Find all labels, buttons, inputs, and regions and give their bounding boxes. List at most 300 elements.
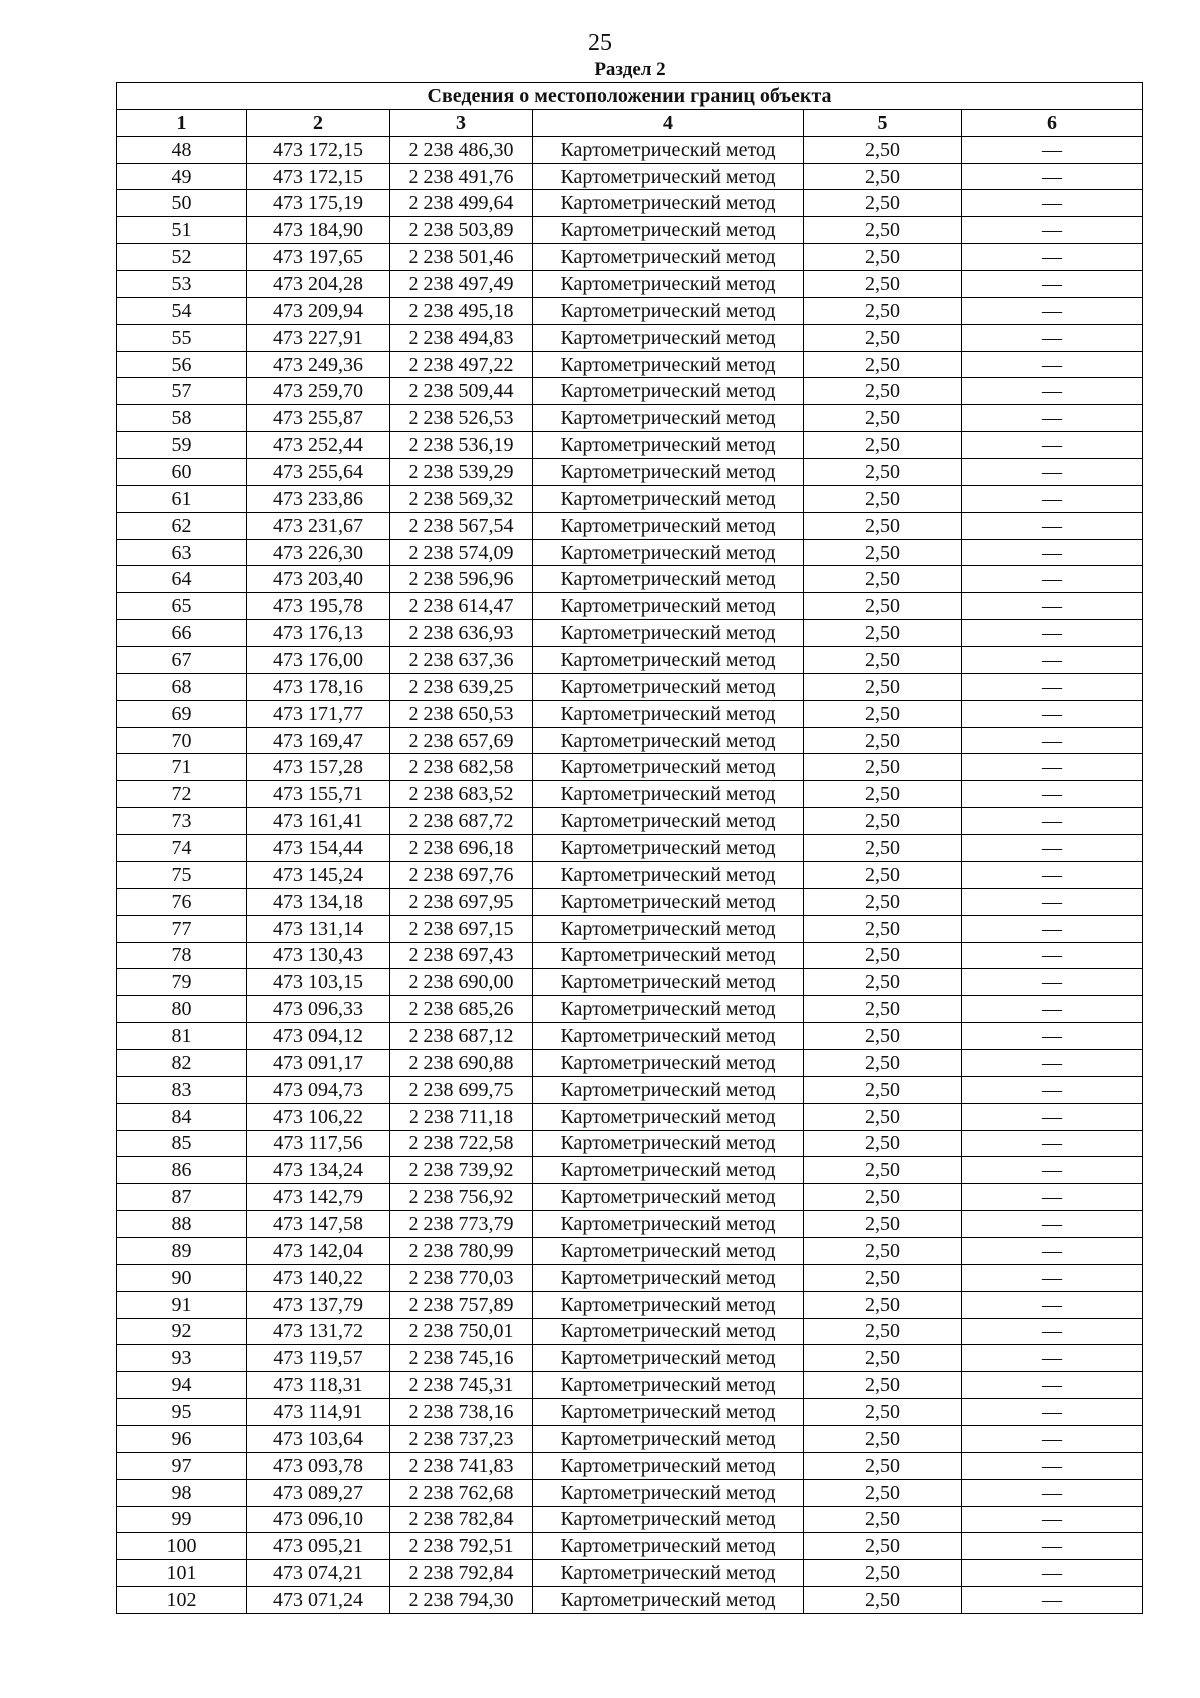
table-row <box>117 781 1143 808</box>
cell-coordinate-y: 2 238 569,32 <box>390 485 533 512</box>
cell-description: — <box>962 781 1143 808</box>
cell-coordinate-y: 2 238 792,84 <box>390 1560 533 1587</box>
cell-accuracy: 2,50 <box>804 673 962 700</box>
cell-method: Картометрический метод <box>533 566 804 593</box>
cell-description: — <box>962 808 1143 835</box>
cell-description: — <box>962 754 1143 781</box>
cell-point-number: 55 <box>117 324 247 351</box>
cell-point-number: 75 <box>117 861 247 888</box>
table-row <box>117 1103 1143 1130</box>
cell-coordinate-y: 2 238 792,51 <box>390 1533 533 1560</box>
cell-coordinate-y: 2 238 501,46 <box>390 244 533 271</box>
table-row <box>117 1533 1143 1560</box>
table-row <box>117 888 1143 915</box>
cell-description: — <box>962 1425 1143 1452</box>
cell-description: — <box>962 1211 1143 1238</box>
cell-method: Картометрический метод <box>533 351 804 378</box>
cell-coordinate-y: 2 238 699,75 <box>390 1076 533 1103</box>
cell-coordinate-x: 473 175,19 <box>247 190 390 217</box>
cell-coordinate-x: 473 171,77 <box>247 700 390 727</box>
cell-coordinate-x: 473 094,73 <box>247 1076 390 1103</box>
cell-coordinate-x: 473 176,13 <box>247 620 390 647</box>
cell-coordinate-y: 2 238 682,58 <box>390 754 533 781</box>
cell-accuracy: 2,50 <box>804 835 962 862</box>
table-row <box>117 1425 1143 1452</box>
table-row <box>117 324 1143 351</box>
cell-description: — <box>962 1345 1143 1372</box>
column-number-6: 6 <box>962 109 1143 136</box>
cell-coordinate-y: 2 238 697,95 <box>390 888 533 915</box>
cell-description: — <box>962 190 1143 217</box>
cell-coordinate-y: 2 238 497,22 <box>390 351 533 378</box>
table-row <box>117 136 1143 163</box>
cell-description: — <box>962 1157 1143 1184</box>
cell-description: — <box>962 593 1143 620</box>
cell-point-number: 97 <box>117 1452 247 1479</box>
cell-method: Картометрический метод <box>533 1425 804 1452</box>
cell-coordinate-y: 2 238 745,31 <box>390 1372 533 1399</box>
cell-description: — <box>962 1184 1143 1211</box>
cell-accuracy: 2,50 <box>804 1211 962 1238</box>
cell-coordinate-y: 2 238 503,89 <box>390 217 533 244</box>
cell-accuracy: 2,50 <box>804 942 962 969</box>
table-row <box>117 1130 1143 1157</box>
cell-method: Картометрический метод <box>533 485 804 512</box>
cell-method: Картометрический метод <box>533 1023 804 1050</box>
cell-method: Картометрический метод <box>533 1587 804 1614</box>
cell-coordinate-y: 2 238 491,76 <box>390 163 533 190</box>
cell-coordinate-x: 473 195,78 <box>247 593 390 620</box>
cell-accuracy: 2,50 <box>804 163 962 190</box>
cell-coordinate-x: 473 089,27 <box>247 1479 390 1506</box>
cell-description: — <box>962 673 1143 700</box>
cell-accuracy: 2,50 <box>804 217 962 244</box>
cell-accuracy: 2,50 <box>804 324 962 351</box>
cell-accuracy: 2,50 <box>804 244 962 271</box>
column-number-1: 1 <box>117 109 247 136</box>
cell-description: — <box>962 217 1143 244</box>
cell-coordinate-x: 473 209,94 <box>247 297 390 324</box>
cell-coordinate-x: 473 147,58 <box>247 1211 390 1238</box>
cell-point-number: 94 <box>117 1372 247 1399</box>
cell-description: — <box>962 996 1143 1023</box>
cell-coordinate-x: 473 145,24 <box>247 861 390 888</box>
cell-method: Картометрический метод <box>533 808 804 835</box>
cell-coordinate-y: 2 238 567,54 <box>390 512 533 539</box>
cell-description: — <box>962 1076 1143 1103</box>
cell-coordinate-x: 473 176,00 <box>247 647 390 674</box>
cell-accuracy: 2,50 <box>804 1237 962 1264</box>
cell-accuracy: 2,50 <box>804 861 962 888</box>
cell-point-number: 101 <box>117 1560 247 1587</box>
cell-description: — <box>962 244 1143 271</box>
table-row <box>117 1479 1143 1506</box>
cell-coordinate-y: 2 238 697,15 <box>390 915 533 942</box>
cell-coordinate-y: 2 238 722,58 <box>390 1130 533 1157</box>
cell-description: — <box>962 1237 1143 1264</box>
table-row <box>117 673 1143 700</box>
cell-accuracy: 2,50 <box>804 1291 962 1318</box>
cell-accuracy: 2,50 <box>804 996 962 1023</box>
cell-method: Картометрический метод <box>533 1130 804 1157</box>
cell-description: — <box>962 1399 1143 1426</box>
cell-coordinate-x: 473 154,44 <box>247 835 390 862</box>
table-row <box>117 915 1143 942</box>
cell-coordinate-y: 2 238 526,53 <box>390 405 533 432</box>
cell-method: Картометрический метод <box>533 1264 804 1291</box>
cell-description: — <box>962 1452 1143 1479</box>
cell-point-number: 62 <box>117 512 247 539</box>
cell-coordinate-y: 2 238 687,72 <box>390 808 533 835</box>
cell-coordinate-y: 2 238 750,01 <box>390 1318 533 1345</box>
cell-accuracy: 2,50 <box>804 1533 962 1560</box>
cell-description: — <box>962 1103 1143 1130</box>
cell-method: Картометрический метод <box>533 700 804 727</box>
cell-description: — <box>962 915 1143 942</box>
cell-method: Картометрический метод <box>533 1103 804 1130</box>
cell-accuracy: 2,50 <box>804 620 962 647</box>
cell-description: — <box>962 1291 1143 1318</box>
cell-method: Картометрический метод <box>533 539 804 566</box>
table-row <box>117 942 1143 969</box>
cell-point-number: 56 <box>117 351 247 378</box>
cell-coordinate-x: 473 184,90 <box>247 217 390 244</box>
cell-point-number: 57 <box>117 378 247 405</box>
cell-coordinate-x: 473 155,71 <box>247 781 390 808</box>
table-row <box>117 996 1143 1023</box>
cell-coordinate-y: 2 238 757,89 <box>390 1291 533 1318</box>
cell-accuracy: 2,50 <box>804 566 962 593</box>
cell-accuracy: 2,50 <box>804 1479 962 1506</box>
cell-coordinate-x: 473 142,79 <box>247 1184 390 1211</box>
table-row <box>117 1237 1143 1264</box>
cell-point-number: 59 <box>117 432 247 459</box>
cell-accuracy: 2,50 <box>804 1372 962 1399</box>
cell-coordinate-x: 473 255,87 <box>247 405 390 432</box>
cell-method: Картометрический метод <box>533 271 804 298</box>
cell-coordinate-y: 2 238 745,16 <box>390 1345 533 1372</box>
cell-point-number: 78 <box>117 942 247 969</box>
table-row <box>117 593 1143 620</box>
cell-coordinate-y: 2 238 794,30 <box>390 1587 533 1614</box>
cell-coordinate-y: 2 238 539,29 <box>390 459 533 486</box>
cell-accuracy: 2,50 <box>804 1318 962 1345</box>
cell-coordinate-x: 473 197,65 <box>247 244 390 271</box>
cell-point-number: 96 <box>117 1425 247 1452</box>
table-row <box>117 1345 1143 1372</box>
cell-accuracy: 2,50 <box>804 1506 962 1533</box>
table-row <box>117 620 1143 647</box>
cell-coordinate-y: 2 238 497,49 <box>390 271 533 298</box>
cell-accuracy: 2,50 <box>804 593 962 620</box>
cell-point-number: 85 <box>117 1130 247 1157</box>
cell-description: — <box>962 861 1143 888</box>
cell-accuracy: 2,50 <box>804 297 962 324</box>
cell-point-number: 77 <box>117 915 247 942</box>
cell-coordinate-x: 473 172,15 <box>247 136 390 163</box>
cell-method: Картометрический метод <box>533 217 804 244</box>
cell-point-number: 82 <box>117 1049 247 1076</box>
table-row <box>117 485 1143 512</box>
cell-accuracy: 2,50 <box>804 405 962 432</box>
cell-accuracy: 2,50 <box>804 1399 962 1426</box>
cell-accuracy: 2,50 <box>804 539 962 566</box>
table-row <box>117 1372 1143 1399</box>
cell-point-number: 87 <box>117 1184 247 1211</box>
cell-coordinate-y: 2 238 737,23 <box>390 1425 533 1452</box>
cell-coordinate-x: 473 134,18 <box>247 888 390 915</box>
cell-point-number: 70 <box>117 727 247 754</box>
cell-point-number: 73 <box>117 808 247 835</box>
table-row <box>117 1399 1143 1426</box>
cell-coordinate-y: 2 238 596,96 <box>390 566 533 593</box>
table-row <box>117 297 1143 324</box>
cell-coordinate-x: 473 114,91 <box>247 1399 390 1426</box>
cell-coordinate-x: 473 106,22 <box>247 1103 390 1130</box>
cell-coordinate-y: 2 238 697,43 <box>390 942 533 969</box>
table-row <box>117 378 1143 405</box>
cell-point-number: 68 <box>117 673 247 700</box>
cell-method: Картометрический метод <box>533 1399 804 1426</box>
cell-method: Картометрический метод <box>533 1560 804 1587</box>
cell-method: Картометрический метод <box>533 432 804 459</box>
cell-description: — <box>962 1506 1143 1533</box>
cell-point-number: 60 <box>117 459 247 486</box>
table-row <box>117 351 1143 378</box>
cell-method: Картометрический метод <box>533 405 804 432</box>
cell-coordinate-y: 2 238 780,99 <box>390 1237 533 1264</box>
cell-method: Картометрический метод <box>533 1345 804 1372</box>
cell-point-number: 61 <box>117 485 247 512</box>
cell-coordinate-y: 2 238 639,25 <box>390 673 533 700</box>
boundary-coordinates-table <box>116 82 1143 1614</box>
cell-coordinate-y: 2 238 614,47 <box>390 593 533 620</box>
cell-description: — <box>962 647 1143 674</box>
cell-method: Картометрический метод <box>533 673 804 700</box>
cell-point-number: 71 <box>117 754 247 781</box>
table-row <box>117 1560 1143 1587</box>
cell-accuracy: 2,50 <box>804 1023 962 1050</box>
table-row <box>117 754 1143 781</box>
cell-method: Картометрический метод <box>533 1211 804 1238</box>
cell-method: Картометрический метод <box>533 754 804 781</box>
cell-coordinate-x: 473 074,21 <box>247 1560 390 1587</box>
cell-point-number: 79 <box>117 969 247 996</box>
cell-coordinate-x: 473 103,15 <box>247 969 390 996</box>
table-row <box>117 700 1143 727</box>
table-row <box>117 459 1143 486</box>
table-row <box>117 1157 1143 1184</box>
cell-point-number: 51 <box>117 217 247 244</box>
cell-coordinate-x: 473 161,41 <box>247 808 390 835</box>
cell-description: — <box>962 378 1143 405</box>
cell-accuracy: 2,50 <box>804 1049 962 1076</box>
column-number-5: 5 <box>804 109 962 136</box>
cell-description: — <box>962 485 1143 512</box>
cell-method: Картометрический метод <box>533 861 804 888</box>
cell-description: — <box>962 1587 1143 1614</box>
cell-coordinate-y: 2 238 773,79 <box>390 1211 533 1238</box>
cell-method: Картометрический метод <box>533 1372 804 1399</box>
cell-accuracy: 2,50 <box>804 1425 962 1452</box>
cell-method: Картометрический метод <box>533 1318 804 1345</box>
cell-accuracy: 2,50 <box>804 1184 962 1211</box>
table-row <box>117 647 1143 674</box>
cell-coordinate-x: 473 091,17 <box>247 1049 390 1076</box>
cell-point-number: 93 <box>117 1345 247 1372</box>
table-row <box>117 271 1143 298</box>
cell-method: Картометрический метод <box>533 1291 804 1318</box>
table-row <box>117 969 1143 996</box>
cell-coordinate-y: 2 238 756,92 <box>390 1184 533 1211</box>
cell-accuracy: 2,50 <box>804 1130 962 1157</box>
cell-point-number: 53 <box>117 271 247 298</box>
cell-coordinate-x: 473 259,70 <box>247 378 390 405</box>
table-row <box>117 405 1143 432</box>
cell-coordinate-y: 2 238 711,18 <box>390 1103 533 1130</box>
cell-description: — <box>962 271 1143 298</box>
cell-coordinate-x: 473 096,33 <box>247 996 390 1023</box>
cell-accuracy: 2,50 <box>804 136 962 163</box>
cell-point-number: 72 <box>117 781 247 808</box>
cell-method: Картометрический метод <box>533 190 804 217</box>
cell-method: Картометрический метод <box>533 459 804 486</box>
table-row <box>117 1264 1143 1291</box>
cell-point-number: 66 <box>117 620 247 647</box>
cell-coordinate-x: 473 071,24 <box>247 1587 390 1614</box>
cell-accuracy: 2,50 <box>804 1587 962 1614</box>
cell-coordinate-y: 2 238 741,83 <box>390 1452 533 1479</box>
cell-point-number: 102 <box>117 1587 247 1614</box>
cell-description: — <box>962 324 1143 351</box>
cell-point-number: 98 <box>117 1479 247 1506</box>
page-number: 25 <box>588 30 612 56</box>
cell-point-number: 95 <box>117 1399 247 1426</box>
table-row <box>117 1184 1143 1211</box>
cell-method: Картометрический метод <box>533 297 804 324</box>
cell-point-number: 65 <box>117 593 247 620</box>
cell-point-number: 69 <box>117 700 247 727</box>
cell-method: Картометрический метод <box>533 835 804 862</box>
cell-description: — <box>962 1318 1143 1345</box>
cell-accuracy: 2,50 <box>804 1103 962 1130</box>
cell-point-number: 92 <box>117 1318 247 1345</box>
column-number-row <box>117 109 1143 136</box>
column-number-4: 4 <box>533 109 804 136</box>
cell-point-number: 99 <box>117 1506 247 1533</box>
cell-description: — <box>962 1264 1143 1291</box>
cell-method: Картометрический метод <box>533 378 804 405</box>
cell-description: — <box>962 1479 1143 1506</box>
cell-coordinate-x: 473 203,40 <box>247 566 390 593</box>
table-row <box>117 861 1143 888</box>
column-number-3: 3 <box>390 109 533 136</box>
cell-coordinate-y: 2 238 685,26 <box>390 996 533 1023</box>
cell-method: Картометрический метод <box>533 1506 804 1533</box>
cell-description: — <box>962 727 1143 754</box>
cell-method: Картометрический метод <box>533 1076 804 1103</box>
cell-method: Картометрический метод <box>533 969 804 996</box>
table-row <box>117 1211 1143 1238</box>
cell-coordinate-x: 473 227,91 <box>247 324 390 351</box>
cell-coordinate-x: 473 172,15 <box>247 163 390 190</box>
cell-coordinate-x: 473 178,16 <box>247 673 390 700</box>
cell-coordinate-x: 473 157,28 <box>247 754 390 781</box>
table-row <box>117 1291 1143 1318</box>
cell-description: — <box>962 405 1143 432</box>
cell-method: Картометрический метод <box>533 781 804 808</box>
cell-point-number: 89 <box>117 1237 247 1264</box>
cell-accuracy: 2,50 <box>804 512 962 539</box>
cell-coordinate-x: 473 134,24 <box>247 1157 390 1184</box>
cell-coordinate-y: 2 238 696,18 <box>390 835 533 862</box>
cell-point-number: 83 <box>117 1076 247 1103</box>
cell-point-number: 52 <box>117 244 247 271</box>
cell-coordinate-y: 2 238 650,53 <box>390 700 533 727</box>
cell-accuracy: 2,50 <box>804 459 962 486</box>
cell-point-number: 58 <box>117 405 247 432</box>
cell-accuracy: 2,50 <box>804 647 962 674</box>
cell-description: — <box>962 1533 1143 1560</box>
cell-accuracy: 2,50 <box>804 1560 962 1587</box>
cell-coordinate-y: 2 238 782,84 <box>390 1506 533 1533</box>
table-row <box>117 190 1143 217</box>
table-row <box>117 539 1143 566</box>
cell-coordinate-y: 2 238 770,03 <box>390 1264 533 1291</box>
cell-coordinate-y: 2 238 687,12 <box>390 1023 533 1050</box>
cell-method: Картометрический метод <box>533 1479 804 1506</box>
table-body <box>117 83 1143 1614</box>
cell-method: Картометрический метод <box>533 727 804 754</box>
table-row <box>117 1318 1143 1345</box>
cell-coordinate-x: 473 204,28 <box>247 271 390 298</box>
table-row <box>117 1076 1143 1103</box>
cell-method: Картометрический метод <box>533 1157 804 1184</box>
cell-coordinate-x: 473 130,43 <box>247 942 390 969</box>
cell-description: — <box>962 136 1143 163</box>
cell-coordinate-x: 473 140,22 <box>247 1264 390 1291</box>
cell-coordinate-y: 2 238 499,64 <box>390 190 533 217</box>
cell-accuracy: 2,50 <box>804 1264 962 1291</box>
cell-coordinate-y: 2 238 683,52 <box>390 781 533 808</box>
cell-point-number: 90 <box>117 1264 247 1291</box>
cell-point-number: 80 <box>117 996 247 1023</box>
table-row <box>117 566 1143 593</box>
cell-coordinate-x: 473 118,31 <box>247 1372 390 1399</box>
cell-description: — <box>962 888 1143 915</box>
cell-accuracy: 2,50 <box>804 754 962 781</box>
cell-point-number: 63 <box>117 539 247 566</box>
cell-coordinate-y: 2 238 637,36 <box>390 647 533 674</box>
cell-point-number: 48 <box>117 136 247 163</box>
cell-description: — <box>962 969 1143 996</box>
cell-description: — <box>962 539 1143 566</box>
cell-coordinate-x: 473 095,21 <box>247 1533 390 1560</box>
cell-coordinate-x: 473 119,57 <box>247 1345 390 1372</box>
cell-coordinate-y: 2 238 494,83 <box>390 324 533 351</box>
cell-method: Картометрический метод <box>533 593 804 620</box>
cell-point-number: 84 <box>117 1103 247 1130</box>
cell-accuracy: 2,50 <box>804 888 962 915</box>
cell-point-number: 50 <box>117 190 247 217</box>
cell-coordinate-x: 473 117,56 <box>247 1130 390 1157</box>
cell-description: — <box>962 620 1143 647</box>
cell-coordinate-y: 2 238 536,19 <box>390 432 533 459</box>
cell-method: Картометрический метод <box>533 996 804 1023</box>
cell-description: — <box>962 835 1143 862</box>
cell-coordinate-x: 473 233,86 <box>247 485 390 512</box>
cell-coordinate-y: 2 238 690,00 <box>390 969 533 996</box>
